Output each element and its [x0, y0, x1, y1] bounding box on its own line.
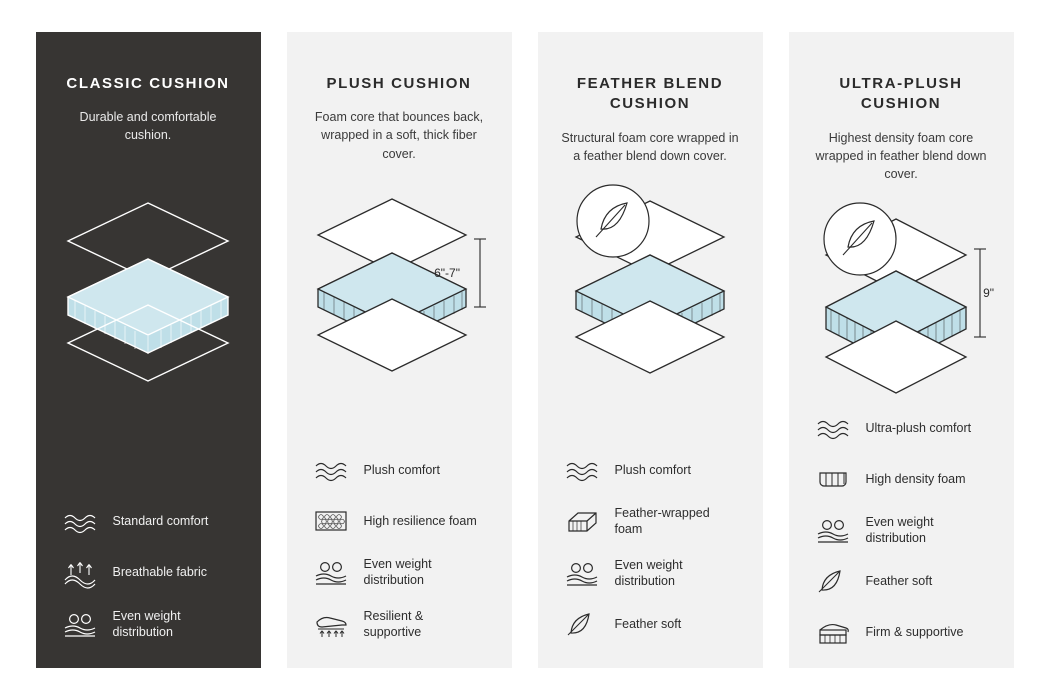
weight-distribution-icon [562, 557, 602, 589]
card-ultra-plush-cushion[interactable] [789, 32, 1014, 668]
list-item-label: Plush comfort [363, 462, 440, 477]
list-item-label: Even weight distribution [363, 557, 432, 588]
list-item-label: Breathable fabric [112, 565, 208, 580]
page-title: ULTRA-PLUSH CUSHION [839, 75, 963, 113]
card-plush-cushion[interactable] [287, 32, 512, 668]
list-item [562, 608, 745, 640]
list-item [311, 505, 494, 537]
feature-list-ultra [807, 412, 996, 649]
dimension-label: 9" [983, 285, 994, 300]
list-item-label: Resilient & supportive [363, 608, 424, 639]
list-item [562, 557, 745, 590]
list-item-label: Ultra-plush comfort [865, 420, 972, 435]
list-item-label: Feather soft [865, 574, 933, 589]
leaf-badge [577, 185, 649, 257]
list-item-label: Firm & supportive [865, 625, 964, 640]
dense-foam-icon [813, 463, 853, 495]
weight-distribution-icon [311, 556, 351, 588]
list-item [311, 556, 494, 589]
wave-lines-icon [311, 454, 351, 486]
feature-list-classic [54, 506, 243, 641]
dimension-label: 6"-7" [434, 265, 460, 280]
list-item-label: Feather-wrapped foam [614, 506, 710, 537]
list-item [60, 557, 243, 589]
list-item-label: Even weight distribution [614, 557, 683, 588]
foam-block-icon [562, 505, 602, 537]
list-item [813, 514, 996, 547]
list-item [813, 616, 996, 648]
feature-list-plush [305, 454, 494, 640]
list-item [813, 565, 996, 597]
leaf-icon [813, 565, 853, 597]
list-item-label: Feather soft [614, 616, 682, 631]
leaf-icon [562, 608, 602, 640]
card-classic-cushion[interactable] [36, 32, 261, 668]
card-description: Durable and comfortable cushion. [79, 110, 217, 143]
list-item-label: Even weight distribution [112, 608, 181, 639]
card-description: Foam core that bounces back, wrapped in a soft, thick fiber cover. [314, 110, 484, 161]
list-item [311, 454, 494, 486]
list-item [311, 608, 494, 641]
cushion-exploded-diagram-classic [53, 175, 243, 390]
page-title: CLASSIC CUSHION [66, 75, 230, 92]
list-item-label: Even weight distribution [865, 514, 934, 546]
list-item [60, 506, 243, 538]
weight-distribution-icon [60, 608, 100, 640]
list-item [60, 608, 243, 641]
card-description: Structural foam core wrapped in a feather blend down cover. [561, 130, 739, 163]
page-title: FEATHER BLEND CUSHION [576, 75, 724, 113]
feature-list-feather [556, 454, 745, 640]
list-item-label: High resilience foam [363, 513, 477, 528]
cushion-exploded-diagram-ultra [806, 197, 996, 412]
weight-distribution-icon [813, 514, 853, 546]
cushion-exploded-diagram-plush [304, 177, 494, 392]
list-item-label: Plush comfort [614, 462, 691, 477]
leaf-badge [824, 203, 896, 275]
wave-lines-icon [60, 506, 100, 538]
honeycomb-foam-icon [311, 505, 351, 537]
page-title: PLUSH CUSHION [326, 75, 472, 92]
cushion-exploded-diagram-feather [555, 179, 745, 394]
card-feather-blend-cushion[interactable] [538, 32, 763, 668]
list-item [562, 454, 745, 486]
wave-lines-icon [562, 454, 602, 486]
list-item [813, 412, 996, 444]
hand-support-icon [311, 608, 351, 640]
wave-lines-icon [813, 412, 853, 444]
card-description: Highest density foam core wrapped in feather blend down cover. [815, 130, 987, 181]
list-item-label: High density foam [865, 471, 966, 486]
firm-support-icon [813, 616, 853, 648]
breathable-arrows-icon [60, 557, 100, 589]
list-item [562, 505, 745, 538]
list-item [813, 463, 996, 495]
list-item-label: Standard comfort [112, 514, 209, 529]
